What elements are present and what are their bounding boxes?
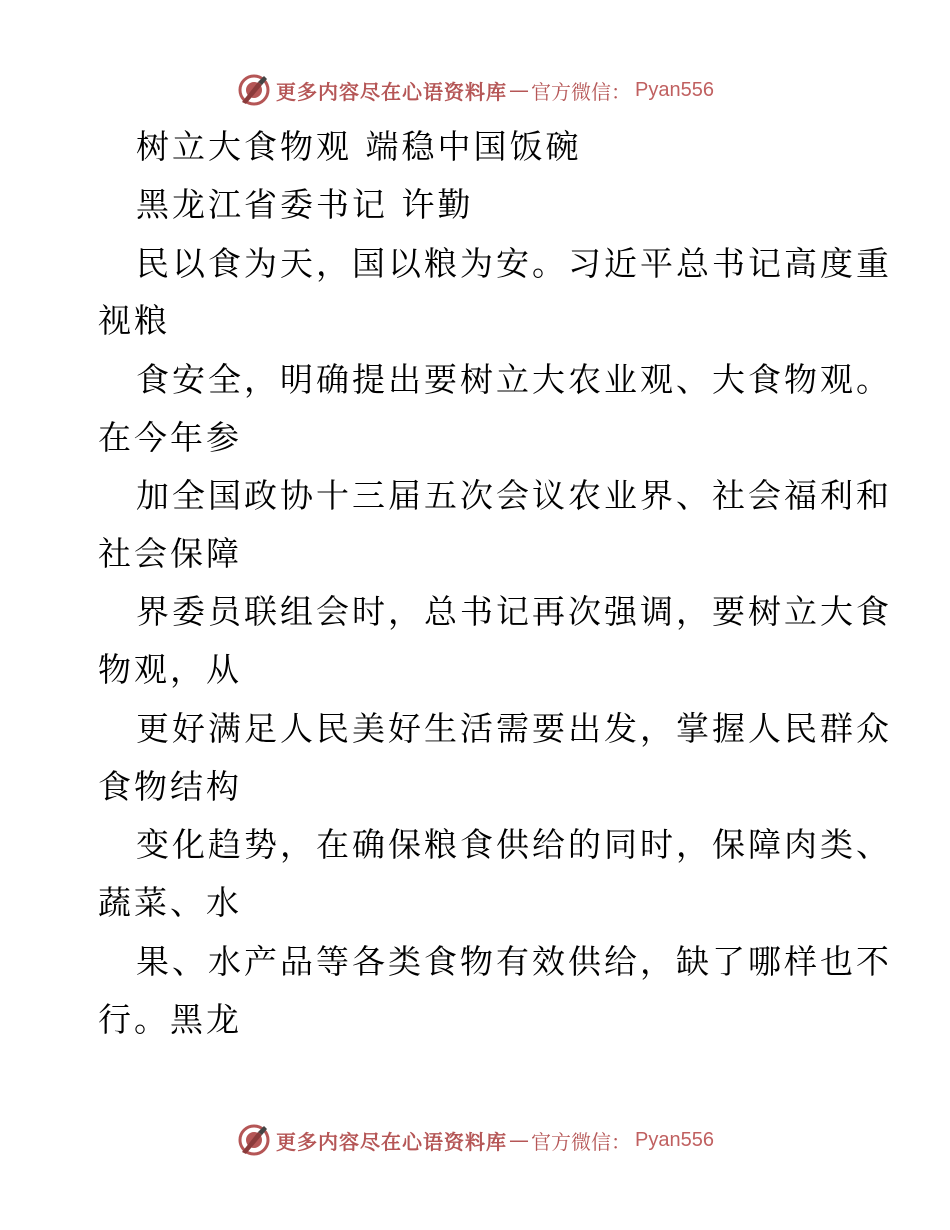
paragraph-line: 视粮 — [98, 301, 170, 340]
pen-logo-icon — [236, 72, 272, 108]
paragraph-line: 食物结构 — [98, 767, 242, 806]
paragraph-line: 社会保障 — [98, 534, 242, 573]
document-author: 黑龙江省委书记 许勤 — [136, 185, 474, 224]
paragraph-line: 行。黑龙 — [98, 1000, 242, 1039]
footer-banner — [0, 1120, 950, 1160]
header-banner — [0, 70, 950, 110]
header-wechat-id: Pyan556 — [635, 78, 714, 101]
paragraph-line: 民以食为天，国以粮为安。习近平总书记高度重 — [136, 244, 892, 283]
footer-wechat-label: 官方微信： — [531, 1129, 632, 1154]
header-separator: — — [509, 78, 530, 102]
footer-brand-text: 更多内容尽在心语资料库 — [276, 1129, 508, 1154]
paragraph-line: 界委员联组会时，总书记再次强调，要树立大食 — [136, 592, 892, 631]
paragraph-line: 食安全，明确提出要树立大农业观、大食物观。 — [136, 360, 892, 399]
paragraph-line: 更好满足人民美好生活需要出发，掌握人民群众 — [136, 709, 892, 748]
pen-logo-icon — [236, 1122, 272, 1158]
paragraph-line: 蔬菜、水 — [98, 883, 242, 922]
paragraph-line: 物观，从 — [98, 650, 242, 689]
paragraph-line: 在今年参 — [98, 418, 242, 457]
header-brand-text: 更多内容尽在心语资料库 — [276, 79, 508, 104]
document-title: 树立大食物观 端稳中国饭碗 — [136, 127, 582, 166]
paragraph-line: 变化趋势，在确保粮食供给的同时，保障肉类、 — [136, 825, 892, 864]
footer-wechat-id: Pyan556 — [635, 1128, 714, 1151]
footer-separator: — — [509, 1128, 530, 1152]
paragraph-line: 加全国政协十三届五次会议农业界、社会福利和 — [136, 476, 892, 515]
paragraph-line: 果、水产品等各类食物有效供给，缺了哪样也不 — [136, 942, 892, 981]
header-wechat-label: 官方微信： — [531, 79, 632, 104]
